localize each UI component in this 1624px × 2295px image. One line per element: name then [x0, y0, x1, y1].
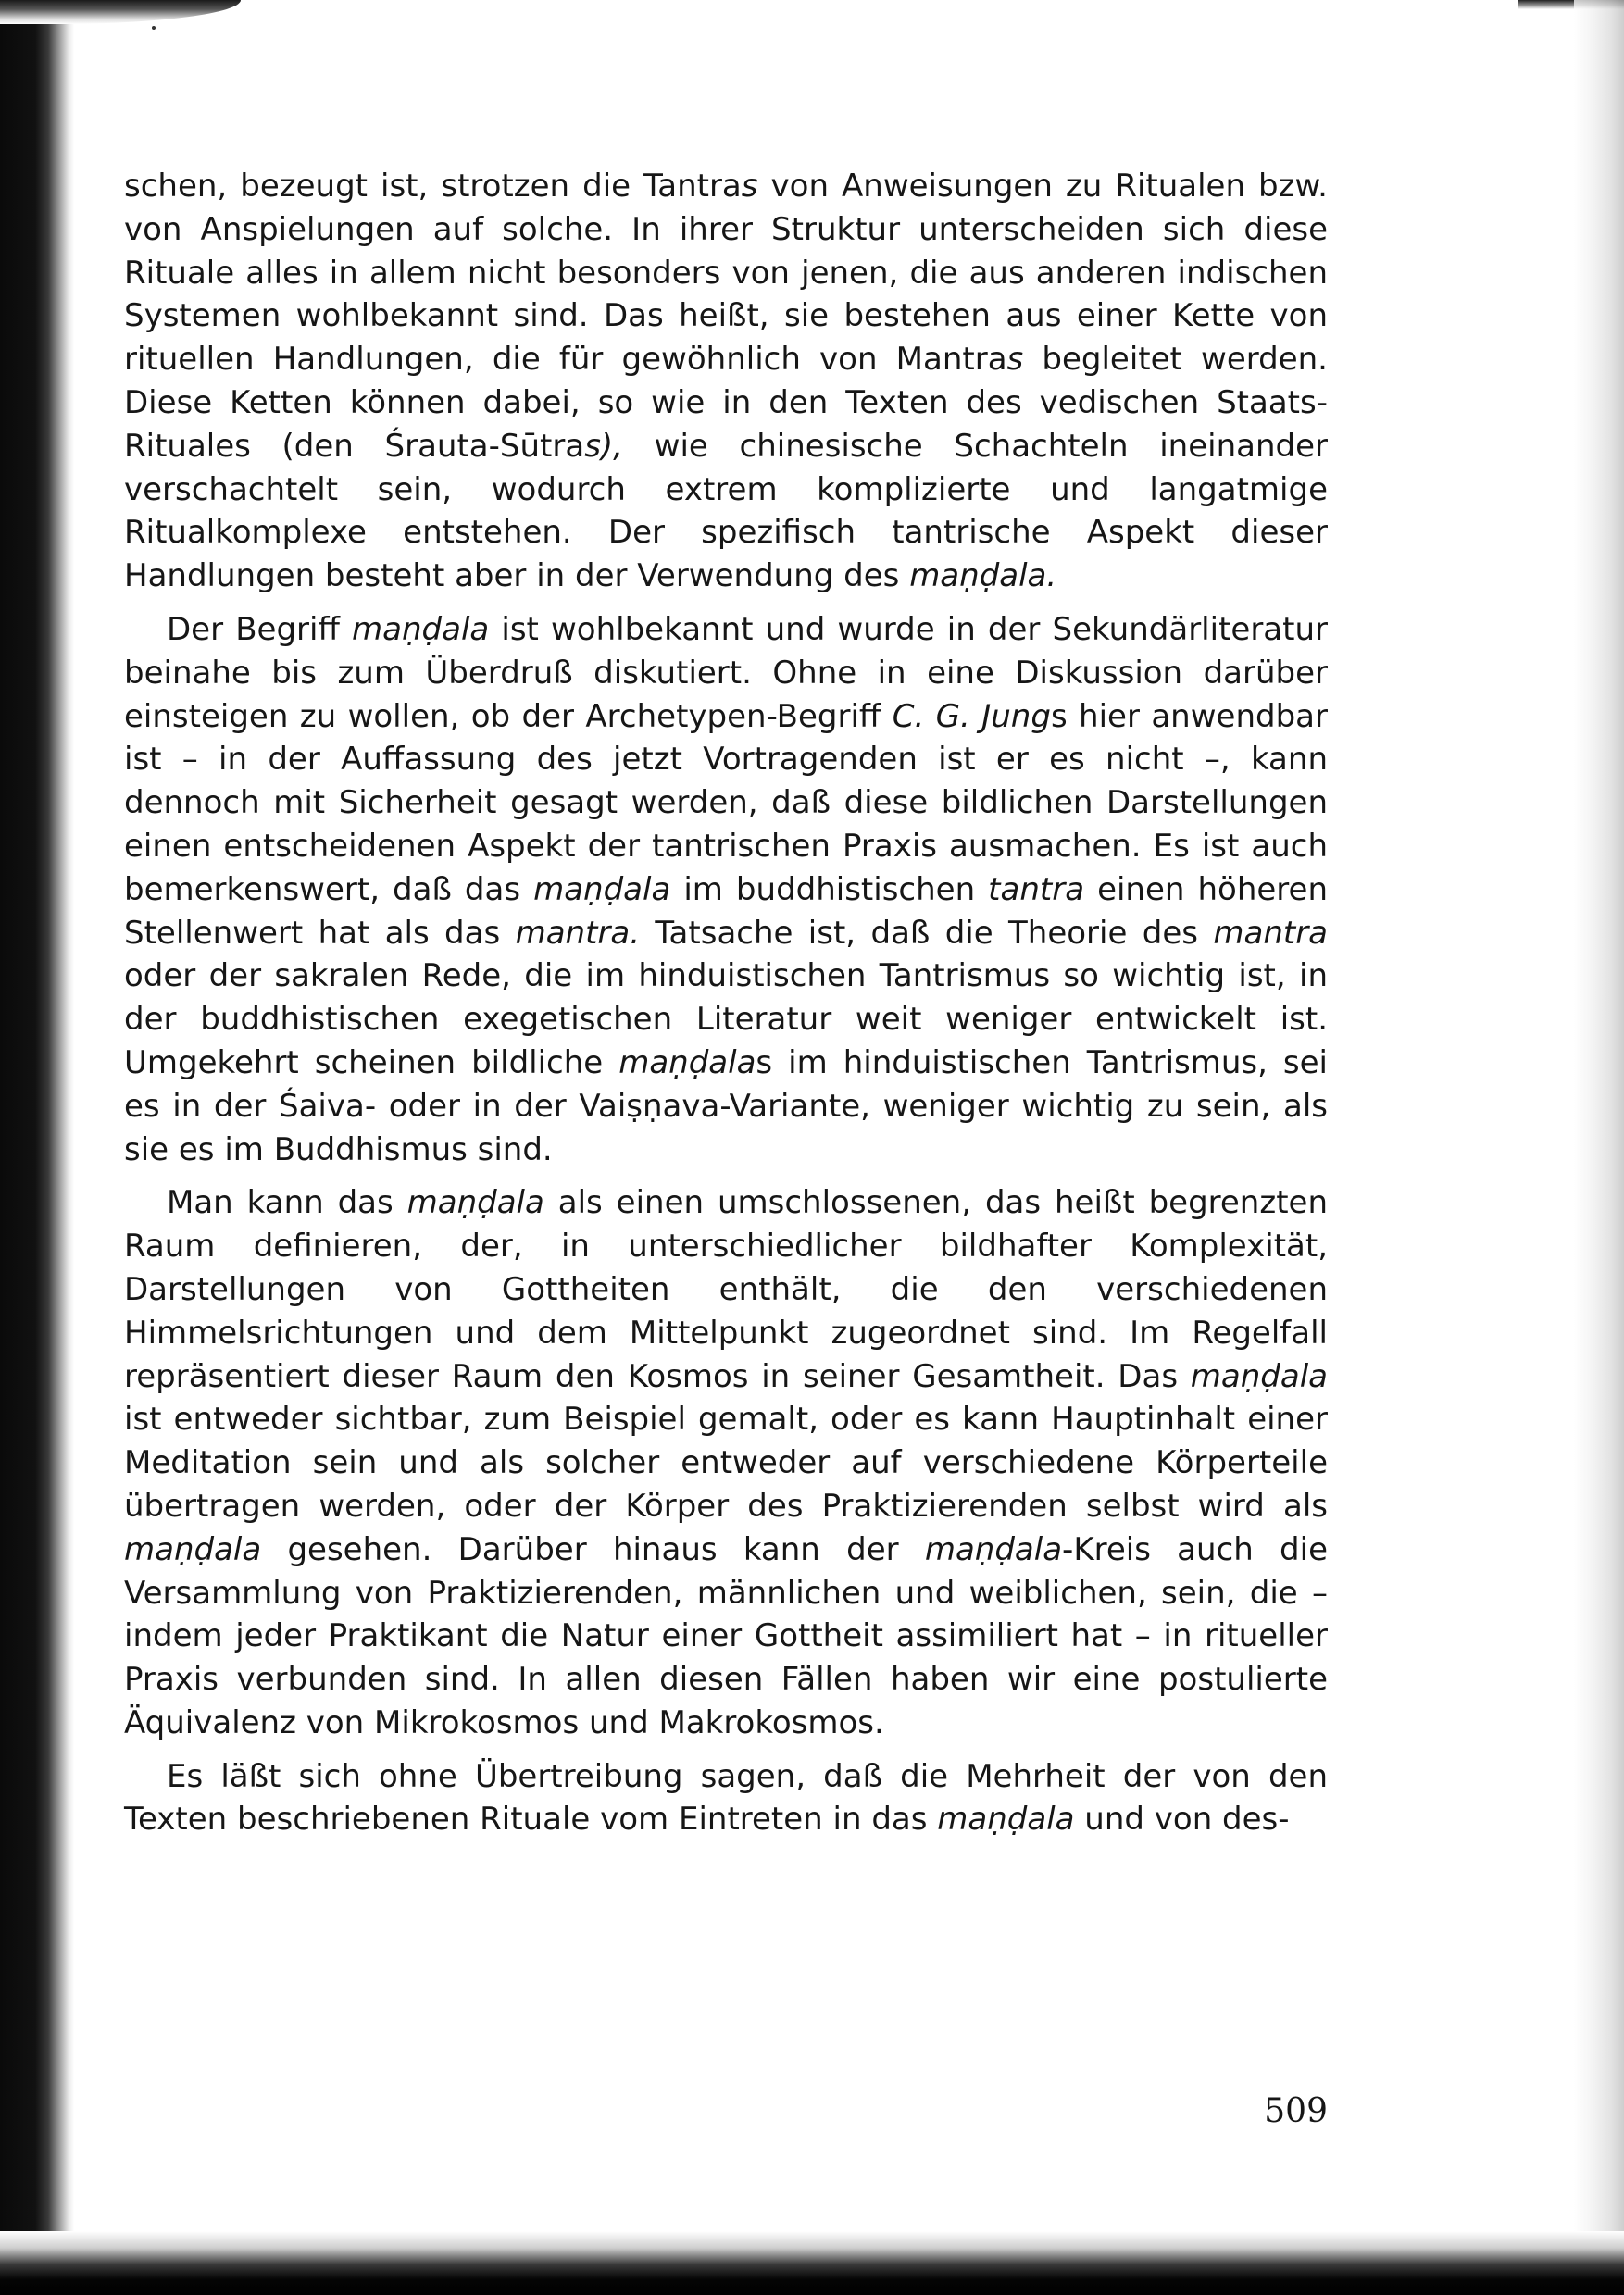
text-run: als einen umschlossenen, das heißt begrenzten Raum definieren, der, in unterschiedlicher bildhafter Komplexität, Darstellungen von Gottheiten enthält, die den verschiedenen Himmelsrichtungen und dem Mittelpunkt zugeordnet sind. Im Regelfall repräsentiert dieser Raum den Kosmos in seiner Gesamtheit. Das	[124, 1184, 1328, 1395]
italic-term: maṇḍala	[352, 610, 490, 648]
binding-shadow	[0, 0, 74, 2295]
text-run: s im hinduistischen Tantrismus, sei es in der Śaiva- oder in der Vaiṣṇava-Variante, weniger wichtig zu sein, als sie es im Buddhismus sind.	[124, 1043, 1328, 1168]
page-number: 509	[1264, 2092, 1328, 2130]
text-run: wie chinesische Schachteln ineinander verschachtelt sein, wodurch extrem komplizierte und langatmige Ritualkomplexe entstehen. Der spezifisch tantrische Aspekt dieser Handlungen besteht aber in der Verwendung des	[124, 427, 1328, 595]
italic-term: maṇḍala.	[909, 557, 1057, 595]
text-run: oder der sakralen Rede, die im hinduistischen Tantrismus so wichtig ist, in der buddhistischen exegetischen Literatur weit weniger entwickelt ist. Umgekehrt scheinen bildliche	[124, 957, 1328, 1081]
text-run: s hier anwendbar ist – in der Auffassung des jetzt Vortragenden ist er es nicht –, kann dennoch mit Sicherheit gesagt werden, daß diese bildlichen Darstellungen einen entscheidenen Aspekt der tantrischen Praxis ausmachen. Es ist auch bemerkenswert, daß das	[124, 697, 1328, 908]
text-run: gesehen. Darüber hinaus kann der	[261, 1530, 925, 1568]
text-run: Man kann das	[167, 1184, 407, 1222]
italic-term: s	[1006, 341, 1024, 379]
italic-term: maṇḍala	[533, 870, 671, 908]
italic-term: mantra	[1213, 914, 1329, 952]
italic-term: maṇḍala	[924, 1530, 1063, 1568]
text-run: von Anweisungen zu Ritualen bzw. von Anspielungen auf solche. In ihrer Struktur unterscheiden sich diese Rituale alles in allem nicht besonders von jenen, die aus anderen indischen Systemen wohlbekannt sind. Das heißt, sie bestehen aus einer Kette von rituellen Handlungen, die für gewöhnlich von Mantra	[124, 168, 1328, 379]
text-run: Der Begriff	[167, 610, 353, 648]
italic-term: s	[741, 168, 758, 205]
paragraph	[124, 1181, 1328, 1744]
paragraph	[124, 608, 1328, 1171]
italic-term: maṇḍala	[937, 1801, 1075, 1839]
text-run: einen höheren Stellenwert hat als das	[124, 870, 1328, 952]
text-run: ist wohlbekannt und wurde in der Sekundärliteratur beinahe bis zum Überdruß diskutiert. Ohne in eine Diskussion darüber einsteigen zu wollen, ob der Archetypen-Begriff	[124, 610, 1328, 735]
dust-speck	[152, 26, 156, 30]
italic-term: maṇḍala	[406, 1184, 544, 1222]
italic-term: maṇḍala	[618, 1043, 756, 1081]
bottom-edge-shadow	[0, 2231, 1624, 2295]
text-run: begleitet werden. Diese Ketten können dabei, so wie in den Texten des vedischen Staats-Rituales (den Śrauta-Sūtra	[124, 341, 1328, 465]
italic-term: tantra	[988, 870, 1085, 908]
paragraph	[124, 1755, 1328, 1842]
text-run: Tatsache ist, daß die Theorie des	[640, 914, 1214, 952]
italic-term: s),	[584, 427, 623, 465]
italic-term: maṇḍala	[124, 1530, 262, 1568]
italic-term: maṇḍala	[1190, 1357, 1328, 1395]
text-run: schen, bezeugt ist, strotzen die Tantra	[124, 168, 742, 205]
right-page-edge	[1574, 0, 1624, 2295]
paragraph	[124, 165, 1328, 598]
text-run: -Kreis auch die Versammlung von Praktizierenden, männlichen und weiblichen, sein, die – indem jeder Praktikant die Natur einer Gottheit assimiliert hat – in ritueller Praxis verbunden sind. In allen diesen Fällen haben wir eine postulierte Äquivalenz von Mikrokosmos und Makrokosmos.	[124, 1530, 1328, 1741]
text-run: ist entweder sichtbar, zum Beispiel gemalt, oder es kann Hauptinhalt einer Meditation sein und als solcher entweder auf verschiedene Körperteile übertragen werden, oder der Körper des Praktizierenden selbst wird als	[124, 1401, 1328, 1525]
body-text	[124, 165, 1328, 1841]
italic-term: mantra.	[515, 914, 641, 952]
top-edge-shadow	[0, 0, 241, 24]
text-run: und von des-	[1074, 1801, 1290, 1839]
italic-term: C. G. Jung	[892, 697, 1051, 735]
text-run: im buddhistischen	[670, 870, 989, 908]
text-run: Es läßt sich ohne Übertreibung sagen, daß die Mehrheit der von den Texten beschriebenen Rituale vom Eintreten in das	[124, 1757, 1328, 1839]
